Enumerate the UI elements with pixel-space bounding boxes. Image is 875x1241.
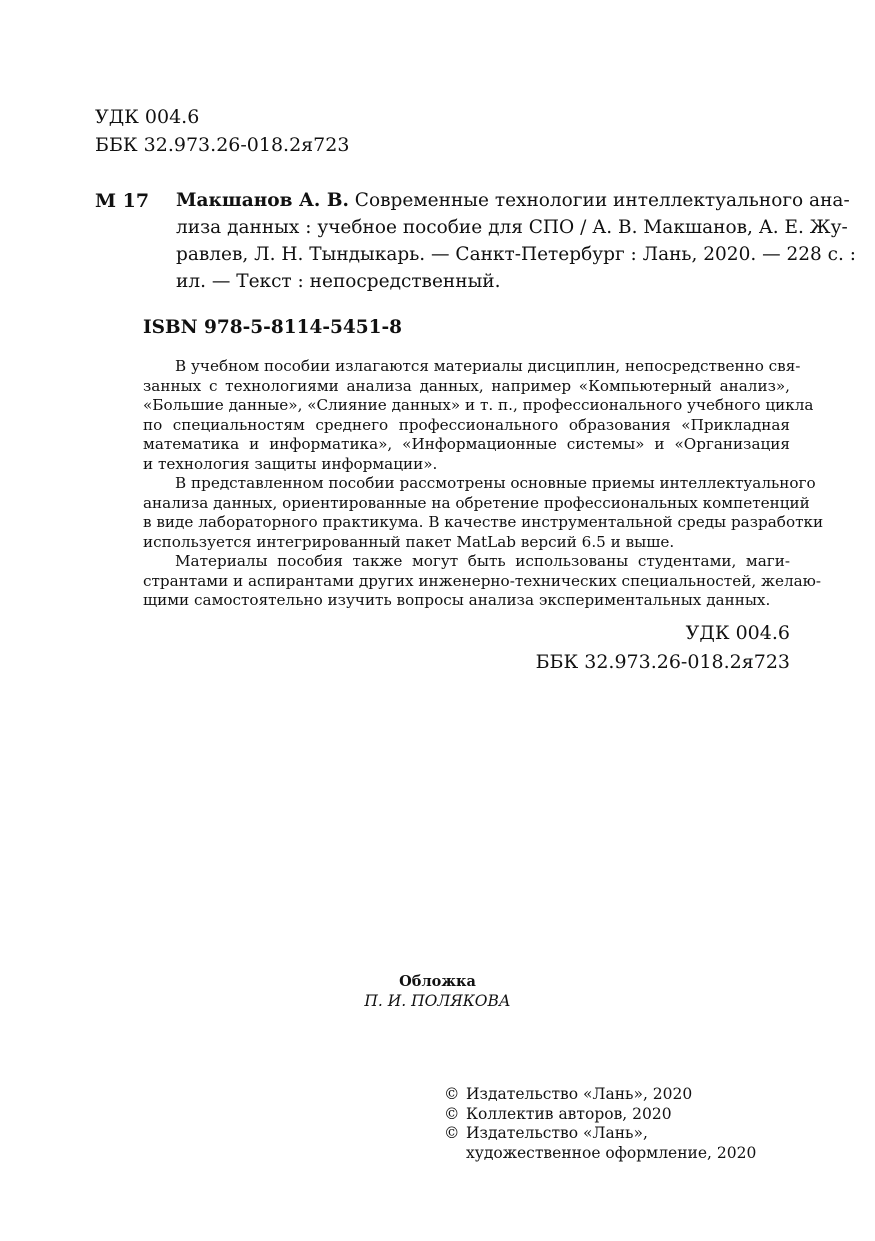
copyright-text: Издательство «Лань», (466, 1124, 648, 1142)
cover-label: Обложка (399, 973, 476, 990)
annotation-line: и технология защиты информации». (143, 454, 438, 473)
author-name: Макшанов А. В. (176, 190, 349, 211)
copyright-continuation: художественное оформление, 2020 (466, 1143, 757, 1162)
annotation-line: щими самостоятельно изучить вопросы анализа экспериментальных данных. (143, 591, 771, 609)
biblio-line: ил. — Текст : непосредственный. (176, 271, 501, 292)
biblio-line: равлев, Л. Н. Тындыкарь. — Санкт-Петербург : Лань, 2020. — 228 с. : (176, 244, 857, 265)
copyright-line (444, 1124, 756, 1144)
copyright-text: Издательство «Лань», 2020 (466, 1085, 693, 1103)
isbn: ISBN 978-5-8114-5451-8 (143, 317, 403, 338)
annotation-line: В учебном пособии излагаются материалы дисциплин, непосредственно свя- (175, 357, 801, 375)
udk-code: УДК 004.6 (95, 106, 200, 128)
annotation-line: в виде лабораторного практикума. В качестве инструментальной среды разработки (143, 513, 824, 531)
annotation-line: Материалы пособия также могут быть использованы студентами, маги- (175, 552, 790, 570)
bbk-code-bottom: ББК 32.973.26-018.2я723 (535, 651, 790, 673)
annotation-line: по специальностям среднего профессионального образования «Прикладная (143, 415, 790, 434)
copyright-icon: © (444, 1124, 460, 1142)
cover-designer: П. И. ПОЛЯКОВА (364, 992, 511, 1010)
biblio-line: лиза данных : учебное пособие для СПО / А. В. Макшанов, А. Е. Жу- (176, 217, 848, 238)
annotation-line: занных с технологиями анализа данных, например «Компьютерный анализ», (143, 376, 790, 395)
biblio-line (176, 187, 850, 214)
annotation-line: В представленном пособии рассмотрены основные приемы интеллектуального (175, 474, 816, 492)
copyright-line (444, 1105, 756, 1125)
copyright-block (444, 1085, 756, 1163)
annotation-line: странтами и аспирантами других инженерно-технических специальностей, желаю- (143, 571, 821, 590)
copyright-text: Коллектив авторов, 2020 (466, 1104, 672, 1123)
author-sign: М 17 (95, 190, 150, 212)
annotation (143, 357, 824, 611)
annotation-line: «Большие данные», «Слияние данных» и т. п., профессионального учебного цикла (143, 396, 814, 414)
top-classification-codes (95, 103, 349, 159)
annotation-line: используется интегрированный пакет MatLab версий 6.5 и выше. (143, 532, 675, 551)
copyright-icon: © (444, 1085, 460, 1103)
title-start: Современные технологии интеллектуального ана- (348, 190, 850, 211)
bbk-code: ББК 32.973.26-018.2я723 (95, 134, 350, 156)
annotation-line: анализа данных, ориентированные на обретение профессиональных компетенций (143, 493, 810, 512)
annotation-line: математика и информатика», «Информационные системы» и «Организация (143, 435, 790, 453)
copyright-line (444, 1085, 756, 1105)
cover-credit (0, 973, 875, 1011)
bottom-classification-codes (536, 619, 790, 677)
udk-code-bottom: УДК 004.6 (685, 622, 790, 644)
bibliographic-record (176, 187, 857, 295)
copyright-icon: © (444, 1104, 460, 1123)
